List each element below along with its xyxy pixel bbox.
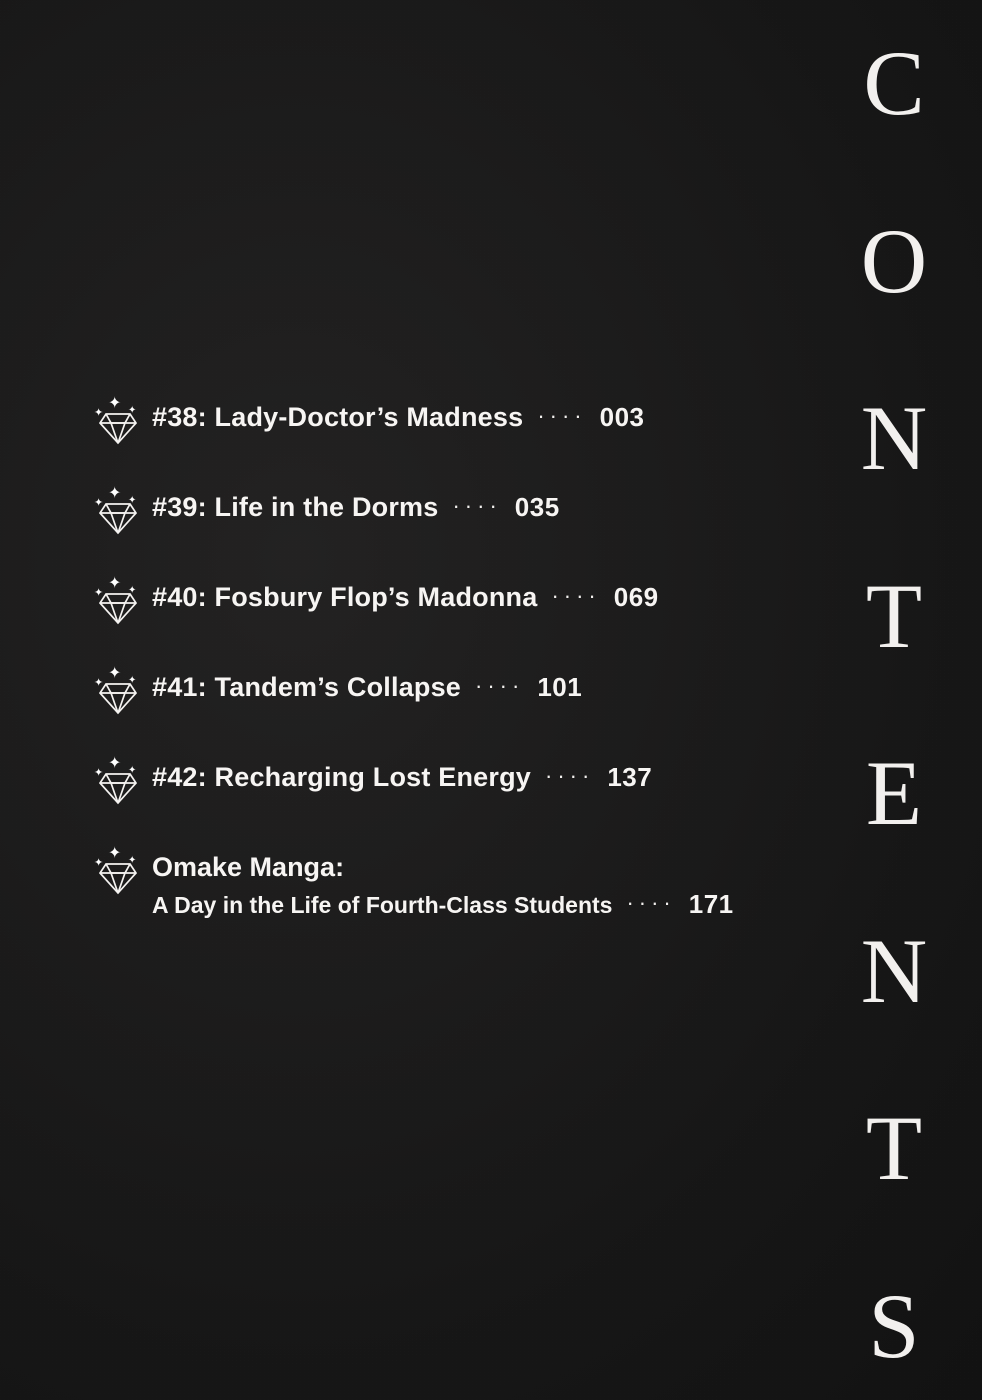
list-item-omake[interactable]	[92, 845, 832, 920]
toc-list	[92, 395, 832, 920]
omake-subtitle-row	[152, 889, 734, 920]
sparkle-icon: ✦	[108, 665, 122, 682]
chapter-title: #42: Recharging Lost Energy	[152, 762, 531, 792]
leader-dots: ····	[626, 890, 676, 915]
sparkle-icon: ✦	[94, 767, 104, 779]
omake-subtitle: A Day in the Life of Fourth-Class Students	[152, 892, 613, 918]
sparkle-icon: ✦	[94, 857, 104, 869]
leader-dots: ····	[551, 583, 601, 608]
diamond-gem-icon	[92, 575, 148, 630]
leader-dots: ····	[452, 493, 502, 518]
page-number: 035	[514, 492, 560, 522]
chapter-title: #40: Fosbury Flop’s Madonna	[152, 582, 538, 612]
toc-entry	[152, 760, 652, 793]
sparkle-icon: ✦	[94, 407, 104, 419]
sparkle-icon: ✦	[108, 485, 122, 502]
sparkle-icon: ✦	[108, 845, 122, 862]
diamond-gem-icon	[92, 485, 148, 540]
diamond-gem-icon	[92, 665, 148, 720]
sparkle-icon: ✦	[108, 575, 122, 592]
toc-entry-omake	[152, 850, 734, 920]
omake-title: Omake Manga:	[152, 852, 345, 882]
list-item[interactable]	[92, 395, 832, 450]
leader-dots: ····	[545, 763, 595, 788]
toc-entry	[152, 490, 560, 523]
leader-dots: ····	[537, 403, 587, 428]
diamond-gem-icon	[92, 755, 148, 810]
list-item[interactable]	[92, 575, 832, 630]
title-letter-o: O	[860, 209, 928, 312]
page-number: 003	[599, 402, 645, 432]
page-number: 069	[613, 582, 659, 612]
sparkle-icon: ✦	[128, 675, 137, 686]
sparkle-icon: ✦	[128, 405, 137, 416]
sparkle-icon: ✦	[108, 395, 122, 412]
diamond-gem-icon	[92, 395, 148, 450]
chapter-title: #41: Tandem’s Collapse	[152, 672, 462, 702]
toc-entry	[152, 670, 582, 703]
chapter-title: #38: Lady-Doctor’s Madness	[152, 402, 524, 432]
title-letter-s: S	[868, 1274, 920, 1377]
title-letter-c: C	[863, 32, 925, 134]
toc-entry	[152, 400, 645, 433]
sparkle-icon: ✦	[128, 765, 137, 776]
leader-dots: ····	[475, 673, 525, 698]
title-letter-t1: T	[865, 564, 923, 667]
sparkle-icon: ✦	[128, 585, 137, 596]
title-letter-e: E	[865, 742, 923, 845]
title-letter-n2: N	[860, 919, 928, 1022]
diamond-gem-icon	[92, 845, 148, 900]
title-letter-t2: T	[865, 1097, 923, 1200]
page-number: 101	[537, 672, 583, 702]
list-item[interactable]	[92, 665, 832, 720]
sparkle-icon: ✦	[108, 755, 122, 772]
page-number: 137	[607, 762, 653, 792]
title-letter-n1: N	[860, 387, 928, 490]
chapter-title: #39: Life in the Dorms	[152, 492, 439, 522]
sparkle-icon: ✦	[94, 587, 104, 599]
list-item[interactable]	[92, 485, 832, 540]
sparkle-icon: ✦	[128, 855, 137, 866]
sparkle-icon: ✦	[128, 495, 137, 506]
page-number: 171	[688, 889, 734, 919]
toc-entry	[152, 580, 659, 613]
contents-vertical-title	[834, 32, 954, 1377]
sparkle-icon: ✦	[94, 497, 104, 509]
sparkle-icon: ✦	[94, 677, 104, 689]
list-item[interactable]	[92, 755, 832, 810]
